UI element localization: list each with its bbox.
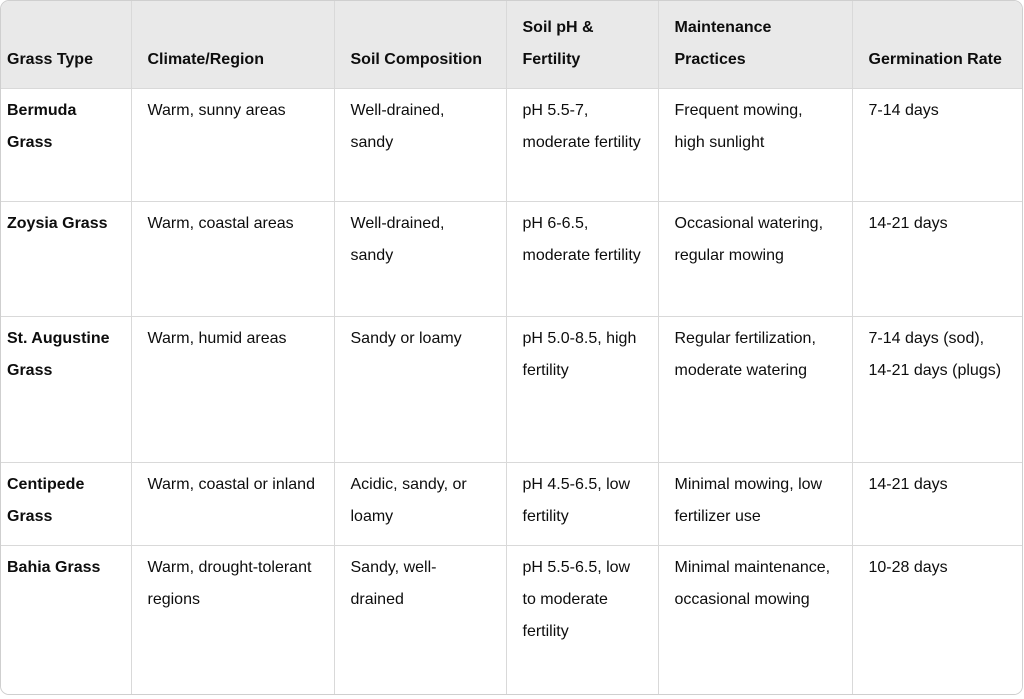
cell-climate-region: Warm, coastal or inland (131, 462, 334, 545)
cell-soil-ph-fertility: pH 5.5-7, moderate fertility (506, 88, 658, 201)
cell-grass-type: Zoysia Grass (1, 201, 131, 316)
cell-grass-type: Bahia Grass (1, 545, 131, 694)
column-header-soil-ph-fertility: Soil pH & Fertility (506, 1, 658, 88)
cell-grass-type: Centipede Grass (1, 462, 131, 545)
cell-soil-ph-fertility: pH 4.5-6.5, low fertility (506, 462, 658, 545)
cell-grass-type: Bermuda Grass (1, 88, 131, 201)
cell-soil-composition: Well-drained, sandy (334, 88, 506, 201)
table-row-centipede (1, 462, 1022, 545)
grass-comparison-table (1, 1, 1022, 694)
table-row-zoysia (1, 201, 1022, 316)
cell-grass-type: St. Augustine Grass (1, 316, 131, 462)
cell-germination-rate: 7-14 days (sod), 14-21 days (plugs) (852, 316, 1022, 462)
column-header-climate-region: Climate/Region (131, 1, 334, 88)
column-header-germination-rate: Germination Rate (852, 1, 1022, 88)
cell-climate-region: Warm, drought-tolerant regions (131, 545, 334, 694)
cell-maintenance-practices: Minimal maintenance, occasional mowing (658, 545, 852, 694)
table-row-bahia (1, 545, 1022, 694)
cell-soil-composition: Well-drained, sandy (334, 201, 506, 316)
cell-climate-region: Warm, coastal areas (131, 201, 334, 316)
cell-maintenance-practices: Frequent mowing, high sunlight (658, 88, 852, 201)
table-row-st-augustine (1, 316, 1022, 462)
cell-maintenance-practices: Occasional watering, regular mowing (658, 201, 852, 316)
table-row-bermuda (1, 88, 1022, 201)
column-header-grass-type: Grass Type (1, 1, 131, 88)
table-header-row (1, 1, 1022, 88)
column-header-maintenance-practices: Maintenance Practices (658, 1, 852, 88)
cell-germination-rate: 14-21 days (852, 462, 1022, 545)
cell-maintenance-practices: Minimal mowing, low fertilizer use (658, 462, 852, 545)
cell-climate-region: Warm, humid areas (131, 316, 334, 462)
cell-germination-rate: 7-14 days (852, 88, 1022, 201)
column-header-soil-composition: Soil Composition (334, 1, 506, 88)
cell-soil-composition: Sandy or loamy (334, 316, 506, 462)
cell-germination-rate: 10-28 days (852, 545, 1022, 694)
cell-maintenance-practices: Regular fertilization, moderate watering (658, 316, 852, 462)
cell-climate-region: Warm, sunny areas (131, 88, 334, 201)
cell-soil-ph-fertility: pH 5.5-6.5, low to moderate fertility (506, 545, 658, 694)
cell-germination-rate: 14-21 days (852, 201, 1022, 316)
cell-soil-composition: Acidic, sandy, or loamy (334, 462, 506, 545)
cell-soil-ph-fertility: pH 6-6.5, moderate fertility (506, 201, 658, 316)
cell-soil-composition: Sandy, well-drained (334, 545, 506, 694)
cell-soil-ph-fertility: pH 5.0-8.5, high fertility (506, 316, 658, 462)
